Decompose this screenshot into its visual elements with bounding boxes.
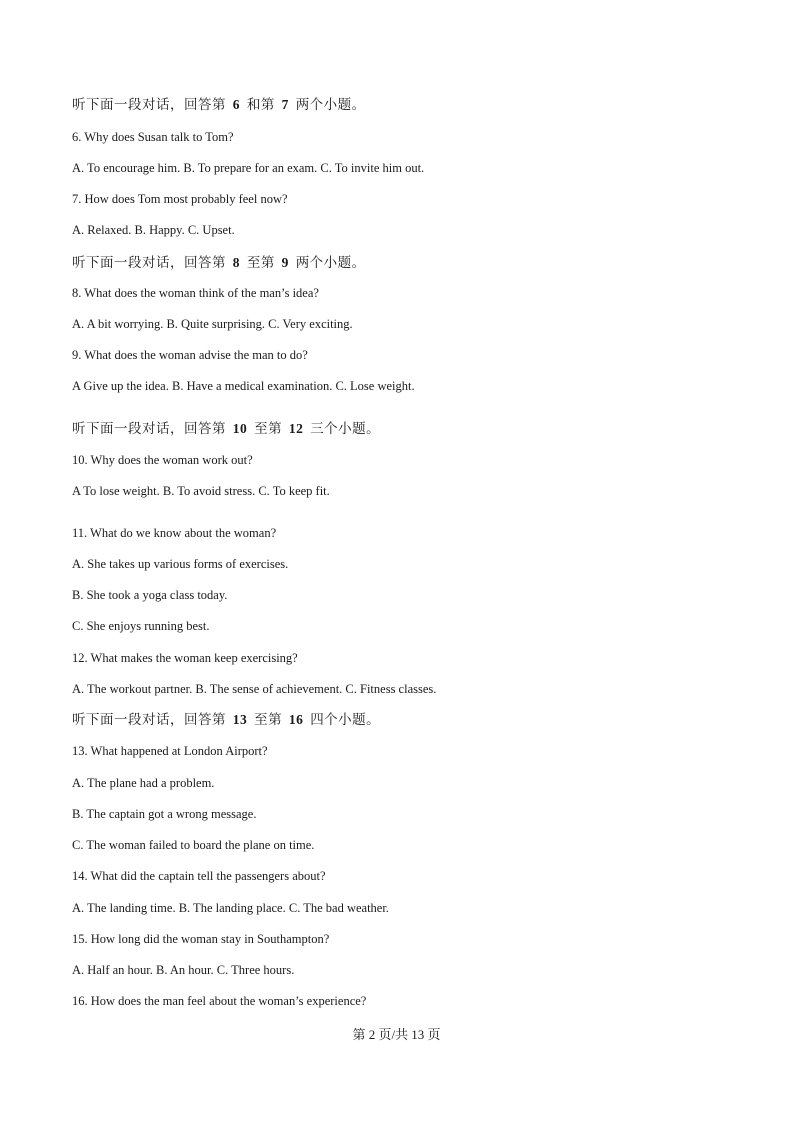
question-12-options: A. The workout partner. B. The sense of achievement. C. Fitness classes.: [72, 682, 437, 696]
question-13: 13. What happened at London Airport?: [72, 744, 268, 758]
question-11-option-c: C. She enjoys running best.: [72, 619, 210, 633]
question-13-option-a: A. The plane had a problem.: [72, 776, 215, 790]
question-9-options: A Give up the idea. B. Have a medical examination. C. Lose weight.: [72, 379, 415, 393]
question-9: 9. What does the woman advise the man to do?: [72, 348, 308, 362]
question-6-options: A. To encourage him. B. To prepare for an exam. C. To invite him out.: [72, 161, 425, 175]
section-heading-8-9: 听下面一段对话，回答第 8 至第 9 两个小题。: [72, 255, 366, 271]
section-heading-10-12: 听下面一段对话，回答第 10 至第 12 三个小题。: [72, 421, 381, 437]
question-8-options: A. A bit worrying. B. Quite surprising. C. Very exciting.: [72, 317, 353, 331]
question-11-option-b: B. She took a yoga class today.: [72, 588, 228, 602]
question-14: 14. What did the captain tell the passengers about?: [72, 869, 326, 883]
question-10-options: A To lose weight. B. To avoid stress. C. To keep fit.: [72, 484, 330, 498]
question-6: 6. Why does Susan talk to Tom?: [72, 130, 234, 144]
question-14-options: A. The landing time. B. The landing place. C. The bad weather.: [72, 901, 389, 915]
question-15-options: A. Half an hour. B. An hour. C. Three hours.: [72, 963, 295, 977]
question-16: 16. How does the man feel about the woman’s experience?: [72, 994, 367, 1008]
question-7: 7. How does Tom most probably feel now?: [72, 192, 288, 206]
question-11-option-a: A. She takes up various forms of exercises.: [72, 557, 289, 571]
section-heading-6-7: 听下面一段对话，回答第 6 和第 7 两个小题。: [72, 97, 366, 113]
question-15: 15. How long did the woman stay in Southampton?: [72, 932, 330, 946]
question-13-option-b: B. The captain got a wrong message.: [72, 807, 257, 821]
question-13-option-c: C. The woman failed to board the plane on time.: [72, 838, 315, 852]
page-footer: 第 2 页/共 13 页: [352, 1027, 441, 1042]
question-10: 10. Why does the woman work out?: [72, 453, 253, 467]
question-11: 11. What do we know about the woman?: [72, 526, 277, 540]
question-7-options: A. Relaxed. B. Happy. C. Upset.: [72, 223, 235, 237]
section-heading-13-16: 听下面一段对话，回答第 13 至第 16 四个小题。: [72, 712, 381, 728]
question-8: 8. What does the woman think of the man’s idea?: [72, 286, 319, 300]
question-12: 12. What makes the woman keep exercising?: [72, 651, 298, 665]
